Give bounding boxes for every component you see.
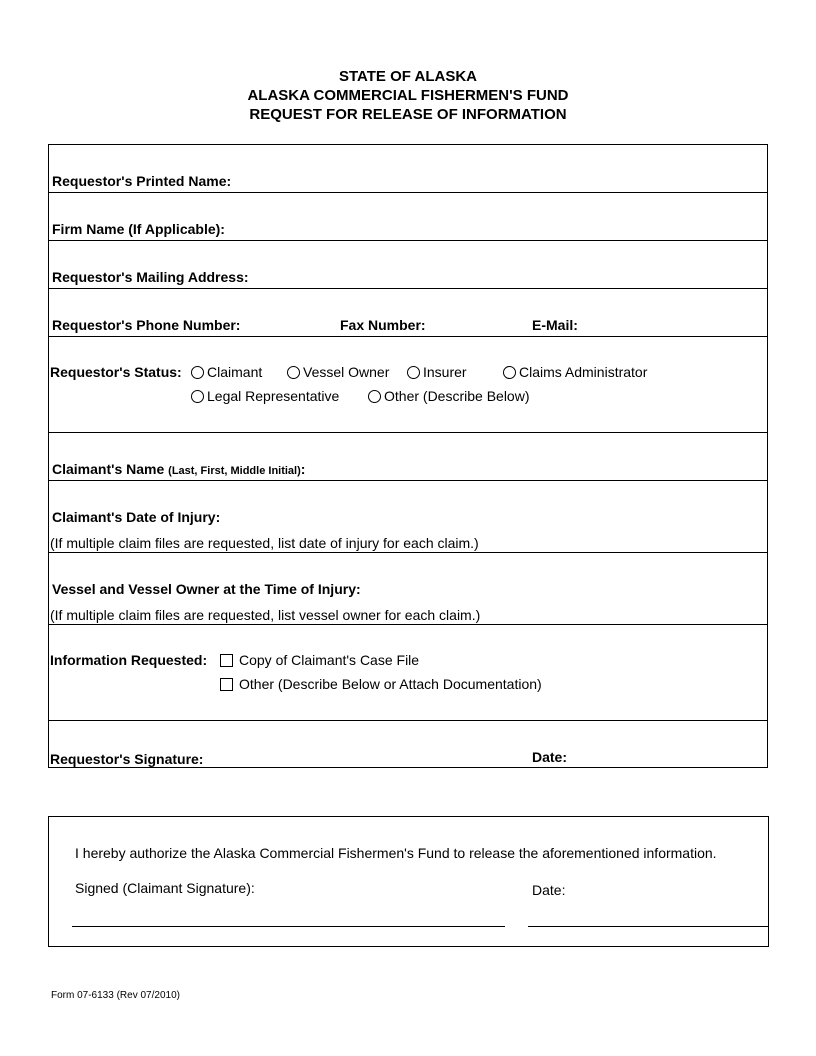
row-divider bbox=[48, 240, 768, 241]
vessel-owner-note: (If multiple claim files are requested, list vessel owner for each claim.) bbox=[50, 607, 481, 623]
requestor-status-label: Requestor's Status: bbox=[50, 364, 182, 380]
row-divider bbox=[48, 720, 768, 721]
form-number: Form 07-6133 (Rev 07/2010) bbox=[51, 990, 180, 1001]
claimant-name-colon: : bbox=[300, 461, 306, 477]
request-form-box bbox=[48, 144, 768, 768]
status-insurer-radio[interactable] bbox=[407, 366, 420, 379]
row-divider bbox=[48, 432, 768, 433]
mailing-address-field[interactable]: Requestor's Mailing Address: bbox=[52, 269, 249, 285]
status-insurer-label: Insurer bbox=[423, 364, 467, 380]
form-title-request: REQUEST FOR RELEASE OF INFORMATION bbox=[249, 106, 567, 123]
status-claimant-radio[interactable] bbox=[191, 366, 204, 379]
other-documentation-checkbox[interactable] bbox=[220, 678, 233, 691]
form-title-fund: ALASKA COMMERCIAL FISHERMEN'S FUND bbox=[247, 87, 569, 104]
status-claims-administrator-radio[interactable] bbox=[503, 366, 516, 379]
email-field[interactable]: E-Mail: bbox=[532, 317, 578, 333]
status-legal-representative-label: Legal Representative bbox=[207, 388, 340, 404]
authorization-statement: I hereby authorize the Alaska Commercial Fishermen's Fund to release the aforementioned information. bbox=[75, 845, 717, 861]
date-of-injury-field[interactable]: Claimant's Date of Injury: bbox=[52, 509, 221, 525]
other-documentation-label: Other (Describe Below or Attach Documentation) bbox=[239, 676, 542, 692]
status-vessel-owner-radio[interactable] bbox=[287, 366, 300, 379]
printed-name-field[interactable]: Requestor's Printed Name: bbox=[52, 173, 232, 189]
status-claimant-label: Claimant bbox=[207, 364, 263, 380]
fax-number-field[interactable]: Fax Number: bbox=[340, 317, 426, 333]
claimant-name-label: Claimant's Name bbox=[52, 461, 165, 477]
row-divider bbox=[48, 288, 768, 289]
case-file-checkbox[interactable] bbox=[220, 654, 233, 667]
case-file-label: Copy of Claimant's Case File bbox=[239, 652, 420, 668]
claimant-signature-line[interactable] bbox=[72, 926, 505, 927]
row-divider bbox=[48, 336, 768, 337]
claimant-signature-label: Signed (Claimant Signature): bbox=[75, 880, 255, 896]
status-legal-representative-radio[interactable] bbox=[191, 390, 204, 403]
vessel-owner-field[interactable]: Vessel and Vessel Owner at the Time of Injury: bbox=[52, 581, 361, 597]
status-claims-administrator-label: Claims Administrator bbox=[519, 364, 648, 380]
requestor-date-field[interactable]: Date: bbox=[532, 749, 568, 765]
claimant-date-line[interactable] bbox=[528, 926, 768, 927]
requestor-signature-field[interactable]: Requestor's Signature: bbox=[50, 751, 204, 767]
row-divider bbox=[48, 624, 768, 625]
status-other-label: Other (Describe Below) bbox=[384, 388, 530, 404]
claimant-date-label: Date: bbox=[532, 882, 566, 898]
row-divider bbox=[48, 552, 768, 553]
row-divider bbox=[48, 480, 768, 481]
phone-number-field[interactable]: Requestor's Phone Number: bbox=[52, 317, 241, 333]
claimant-name-field[interactable] bbox=[52, 461, 305, 477]
row-divider bbox=[48, 192, 768, 193]
status-other-radio[interactable] bbox=[368, 390, 381, 403]
form-title-state: STATE OF ALASKA bbox=[338, 68, 478, 85]
firm-name-field[interactable]: Firm Name (If Applicable): bbox=[52, 221, 225, 237]
information-requested-label: Information Requested: bbox=[50, 652, 208, 668]
status-vessel-owner-label: Vessel Owner bbox=[303, 364, 390, 380]
date-of-injury-note: (If multiple claim files are requested, list date of injury for each claim.) bbox=[50, 535, 479, 551]
claimant-name-hint: (Last, First, Middle Initial) bbox=[168, 465, 301, 477]
